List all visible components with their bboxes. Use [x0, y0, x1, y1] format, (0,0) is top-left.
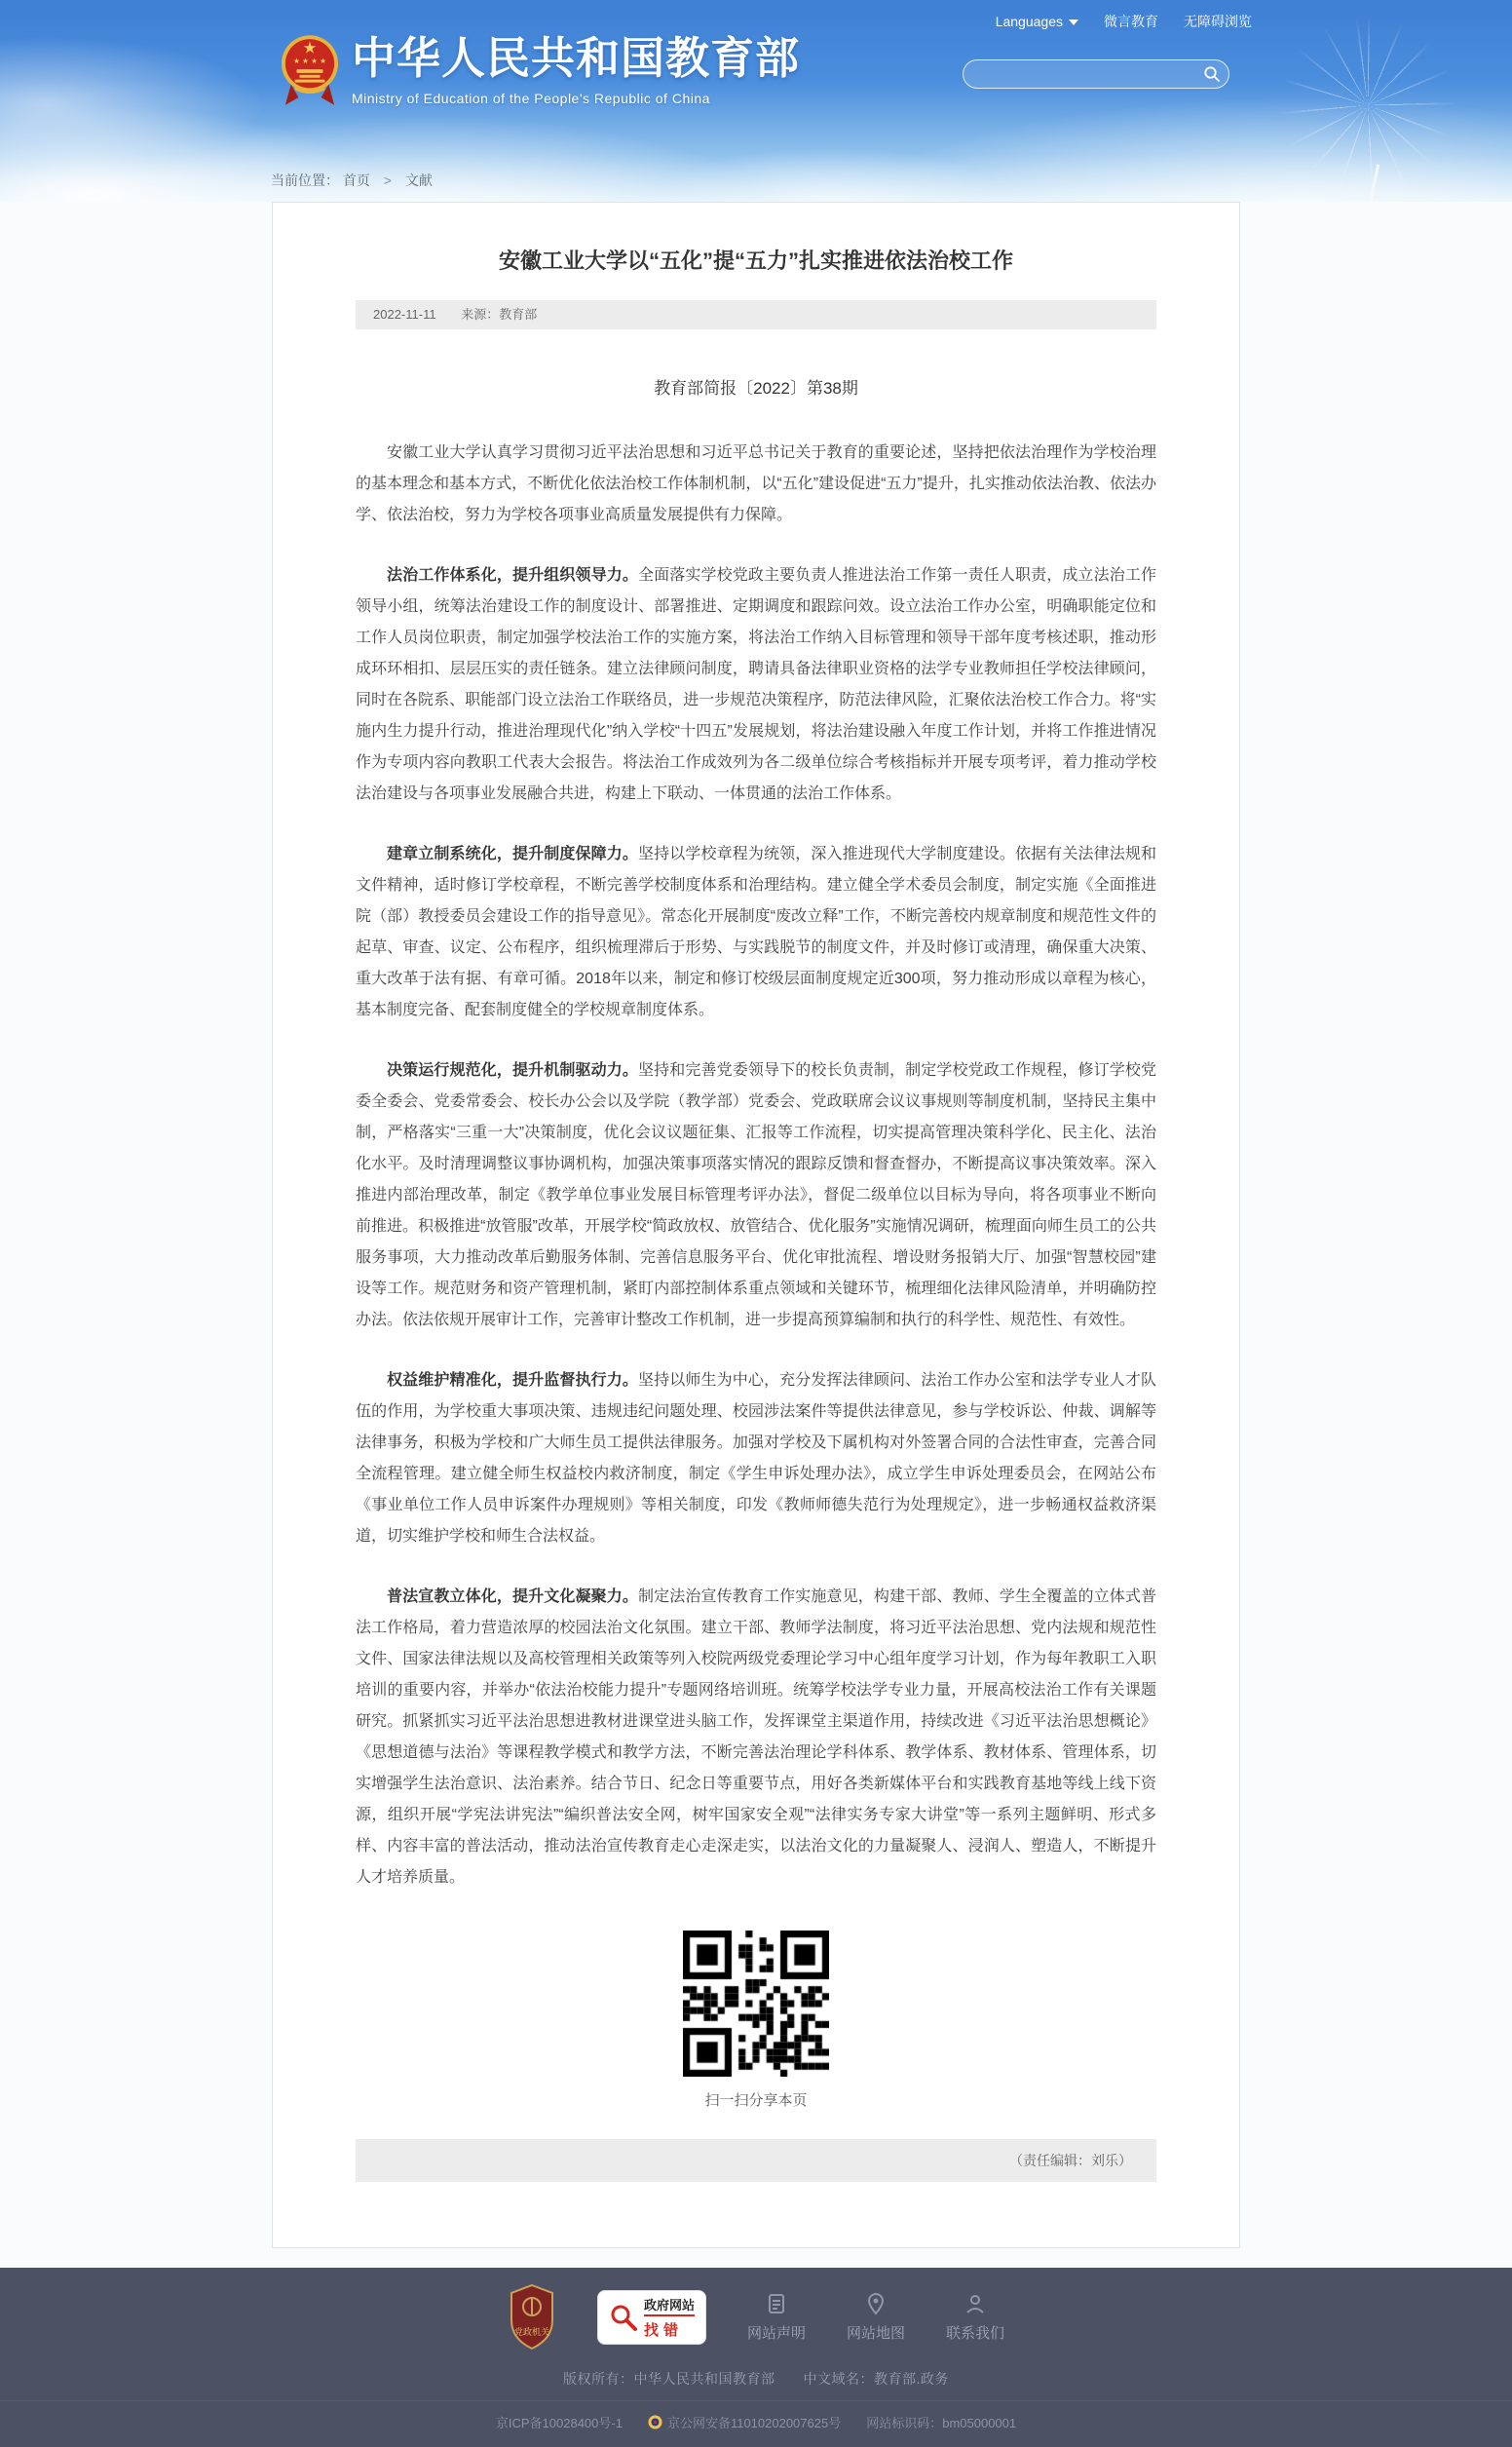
breadcrumb-home-link[interactable]: 首页 — [342, 172, 370, 188]
paragraph-lead: 建章立制系统化，提升制度保障力。 — [387, 846, 638, 862]
breadcrumb-separator: > — [383, 172, 392, 188]
qr-code-image — [683, 1931, 829, 2077]
person-icon — [964, 2292, 987, 2315]
editor-bar: （责任编辑：刘乐） — [356, 2139, 1156, 2182]
search-icon — [1203, 65, 1221, 83]
police-registration-link[interactable] — [648, 2413, 841, 2431]
article-paragraph: 普法宣教立体化，提升文化凝聚力。制定法治宣传教育工作实施意见，构建干部、教师、学生全覆盖的立体式普法工作格局，着力营造浓厚的校园法治文化氛围。建立干部、教师学法制度，将习近平法治思想、党内法规和规范性文件、国家法律法规以及高校管理相关政策等列入校院两级党委理论学习中心组年度学习计划，作为每年教职工入职培训的重要内容，并举办“依法治校能力提升”专题网络培训班。统筹学校法学专业力量，开展高校法治工作有关课题研究。抓紧抓实习近平法治思想进教材进课堂进头脑工作，发挥课堂主渠道作用，持续改进《习近平法治思想概论》《思想道德与法治》等课程教学模式和教学方法，不断完善法治理论学科体系、教学体系、教材体系、管理体系，切实增强学生法治意识、法治素养。结合节日、纪念日等重要节点，用好各类新媒体平台和实践教育基地等线上线下资源，组织开展“学宪法讲宪法”“编织普法安全网，树牢国家安全观”“法律实务专家大讲堂”等一系列主题鲜明、形式多样、内容丰富的普法活动，推动法治宣传教育走心走深走实，以法治文化的力量凝聚人、浸润人、塑造人，不断提升人才培养质量。 — [356, 1588, 1156, 1886]
top-utility-bar — [996, 12, 1252, 31]
accessibility-link[interactable]: 无障碍浏览 — [1184, 14, 1252, 29]
police-number: 京公网安备11010202007625号 — [666, 2416, 842, 2430]
national-emblem-logo — [282, 29, 338, 111]
article-source: 来源：教育部 — [461, 307, 538, 322]
article-paragraph: 法治工作体系化，提升组织领导力。全面落实学校党政主要负责人推进法治工作第一责任人职责，成立法治工作领导小组，统筹法治建设工作的制度设计、部署推进、定期调度和跟踪问效。设立法治工作办公室，明确职能定位和工作人员岗位职责，制定加强学校法治工作的实施方案，将法治工作纳入目标管理和领导干部年度考核述职，推动形成环环相扣、层层压实的责任链条。建立法律顾问制度，聘请具备法律职业资格的法学专业教师担任学校法律顾问，同时在各院系、职能部门设立法治工作联络员，进一步规范决策程序，防范法律风险，汇聚依法治校工作合力。将“实施内生力提升行动，推进治理现代化”纳入学校“十四五”发展规划，将法治建设融入年度工作计划，并将工作推进情况作为专项内容向教职工代表大会报告。将法治工作成效列为各二级单位综合考核指标并开展专项考评，着力推动学校法治建设与各项事业发展融合共进，构建上下联动、一体贯通的法治工作体系。 — [356, 567, 1156, 802]
article-paragraph: 安徽工业大学认真学习贯彻习近平法治思想和习近平总书记关于教育的重要论述，坚持把依法治理作为学校治理的基本理念和基本方式，不断优化依法治校工作体制机制，以“五化”建设促进“五力”提升，扎实推动依法治教、依法办学、依法治校，努力为学校各项事业高质量发展提供有力保障。 — [356, 444, 1156, 523]
weiyan-education-link[interactable]: 微言教育 — [1104, 14, 1158, 29]
breadcrumb — [271, 171, 433, 190]
search-input[interactable] — [964, 60, 1195, 88]
footer-link-statement[interactable] — [747, 2292, 806, 2343]
footer-link-label: 网站地图 — [846, 2325, 905, 2342]
icp-number: 京ICP备10028400号-1 — [495, 2416, 623, 2430]
gov-badge-line2: 找错 — [643, 2322, 683, 2339]
article-body — [356, 438, 1156, 1893]
footer-link-contact[interactable] — [946, 2292, 1004, 2343]
languages-label: Languages — [995, 14, 1063, 29]
paragraph-lead: 权益维护精准化，提升监督执行力。 — [387, 1372, 638, 1389]
qr-share-block — [356, 1931, 1156, 2110]
gov-badge-line1: 政府网站 — [644, 2295, 695, 2316]
qr-caption: 扫一扫分享本页 — [704, 2092, 808, 2109]
red-magnifier-icon — [609, 2303, 638, 2332]
footer-link-sitemap[interactable] — [847, 2292, 905, 2343]
paragraph-lead: 法治工作体系化，提升组织领导力。 — [387, 567, 638, 584]
svg-text:★: ★ — [302, 39, 318, 57]
footer-registration-bar — [0, 2400, 1512, 2447]
gov-site-error-badge[interactable] — [597, 2290, 706, 2345]
footer-link-label: 联系我们 — [946, 2325, 1005, 2342]
chevron-down-icon — [1069, 19, 1078, 25]
dandelion-decoration — [1280, 18, 1455, 193]
site-identifier-code: 网站标识码：bm05000001 — [866, 2416, 1017, 2430]
article-date: 2022-11-11 — [373, 307, 436, 322]
site-logo-block — [282, 29, 800, 111]
police-badge-icon — [648, 2415, 662, 2429]
languages-menu[interactable] — [996, 14, 1078, 29]
search-box — [963, 59, 1229, 89]
map-pin-icon — [864, 2292, 888, 2315]
paragraph-lead: 决策运行规范化，提升机制驱动力。 — [387, 1062, 638, 1079]
footer-link-label: 网站声明 — [746, 2325, 806, 2342]
svg-text:★ ★ ★ ★: ★ ★ ★ ★ — [292, 57, 327, 66]
paragraph-lead: 普法宣教立体化，提升文化凝聚力。 — [387, 1588, 638, 1605]
breadcrumb-current[interactable]: 文献 — [404, 172, 433, 188]
article-paragraph: 建章立制系统化，提升制度保障力。坚持以学校章程为统领，深入推进现代大学制度建设。依据有关法律法规和文件精神，适时修订学校章程，不断完善学校制度体系和治理结构。建立健全学术委员会制度，制定实施《全面推进院（部）教授委员会建设工作的指导意见》。常态化开展制度“废改立释”工作，不断完善校内规章制度和规范性文件的起草、审查、议定、公布程序，组织梳理滞后于形势、与实践脱节的制度文件，并及时修订或清理，确保重大决策、重大改革于法有据、有章可循。2018年以来，制定和修订校级层面制度规定近300项，努力推动形成以章程为核心，基本制度完备、配套制度健全的学校规章制度体系。 — [356, 846, 1156, 1018]
article-meta-bar — [356, 300, 1156, 329]
footer-copyright: 版权所有：中华人民共和国教育部 中文域名：教育部.政务 — [563, 2371, 949, 2387]
footer-badges-row — [0, 2281, 1512, 2353]
article-paragraph: 权益维护精准化，提升监督执行力。坚持以师生为中心，充分发挥法律顾问、法治工作办公室和法学专业人才队伍的作用，为学校重大事项决策、违规违纪问题处理、校园涉法案件等提供法律意见，参与学校诉讼、仲裁、调解等法律事务，积极为学校和广大师生员工提供法律服务。加强对学校及下属机构对外签署合同的合法性审查，完善合同全流程管理。建立健全师生权益校内救济制度，制定《学生申诉处理办法》，成立学生申诉处理委员会，在网站公布《事业单位工作人员申诉案件办理规则》等相关制度，印发《教师师德失范行为处理规定》，进一步畅通权益救济渠道，切实维护学校和师生合法权益。 — [356, 1372, 1156, 1545]
article-card — [272, 202, 1240, 2248]
site-subtitle: Ministry of Education of the People's Republic of China — [352, 90, 710, 106]
party-badge-label: 党政机关 — [513, 2327, 549, 2337]
party-government-badge[interactable] — [508, 2283, 556, 2351]
site-header — [0, 0, 1512, 202]
search-button[interactable] — [1195, 60, 1228, 88]
document-icon — [765, 2292, 788, 2315]
article-paragraph: 决策运行规范化，提升机制驱动力。坚持和完善党委领导下的校长负责制，制定学校党政工作规程，修订学校党委全委会、党委常委会、校长办公会以及学院（教学部）党委会、党政联席会议议事规则等制度机制，坚持民主集中制，严格落实“三重一大”决策制度，优化会议议题征集、汇报等工作流程，切实提高管理决策科学化、民主化、法治化水平。及时清理调整议事协调机构，加强决策事项落实情况的跟踪反馈和督查督办，不断提高议事决策效率。深入推进内部治理改革，制定《教学单位事业发展目标管理考评办法》，督促二级单位以目标为导向，将各项事业不断向前推进。积极推进“放管服”改革，开展学校“简政放权、放管结合、优化服务”实施情况调研，梳理面向师生员工的公共服务事项，大力推动改革后勤服务体制、完善信息服务平台、优化审批流程、增设财务报销大厅、加强“智慧校园”建设等工作。规范财务和资产管理机制，紧盯内部控制体系重点领域和关键环节，梳理细化法律风险清单，并明确防控办法。依法依规开展审计工作，完善审计整改工作机制，进一步提高预算编制和执行的科学性、规范性、有效性。 — [356, 1062, 1156, 1328]
article-title: 安徽工业大学以“五化”提“五力”扎实推进依法治校工作 — [498, 249, 1013, 273]
bulletin-issue: 教育部简报〔2022〕第38期 — [654, 379, 858, 398]
site-footer — [0, 2268, 1512, 2447]
breadcrumb-label: 当前位置： — [271, 172, 339, 188]
site-title: 中华人民共和国教育部 — [352, 33, 801, 83]
